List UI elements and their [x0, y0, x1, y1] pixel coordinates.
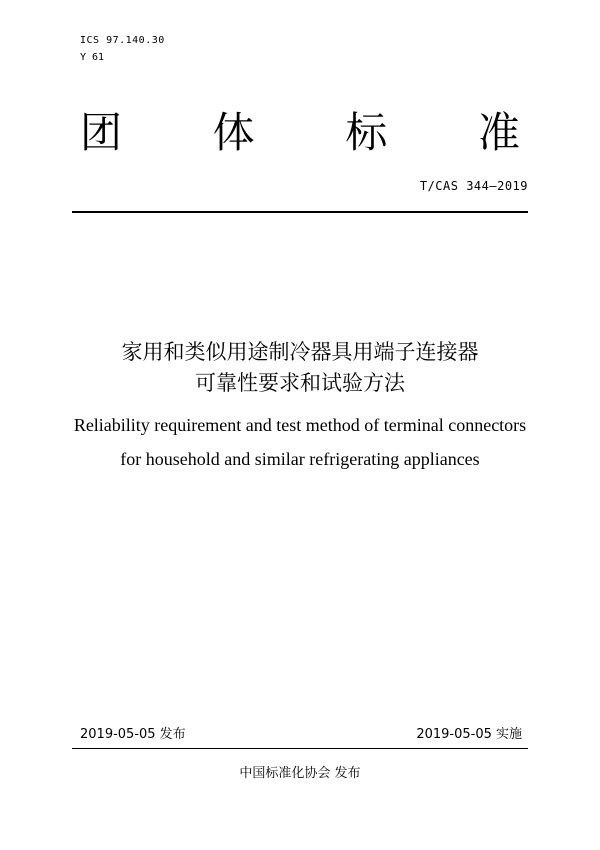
ics-code: ICS 97.140.30	[80, 35, 165, 46]
standard-type-char: 团	[80, 108, 123, 157]
standard-type-char: 准	[477, 108, 520, 157]
issue-date: 2019-05-05 发布	[80, 727, 186, 742]
publisher: 中国标准化协会 发布	[239, 766, 361, 781]
standard-number: T/CAS 344—2019	[419, 179, 528, 193]
standard-type-char: 体	[212, 108, 255, 157]
title-english-line-2: for household and similar refrigerating appliances	[120, 449, 480, 469]
title-chinese-line-1: 家用和类似用途制冷器具用端子连接器	[121, 340, 479, 364]
standard-type-char: 标	[345, 108, 388, 157]
standard-type-heading	[80, 108, 520, 158]
header-divider	[72, 211, 528, 213]
ccs-code: Y 61	[80, 52, 105, 63]
title-english-line-1: Reliability requirement and test method of terminal connectors	[73, 415, 527, 435]
implementation-date: 2019-05-05 实施	[416, 727, 522, 742]
title-chinese-line-2: 可靠性要求和试验方法	[195, 371, 405, 395]
footer-divider	[72, 748, 528, 749]
